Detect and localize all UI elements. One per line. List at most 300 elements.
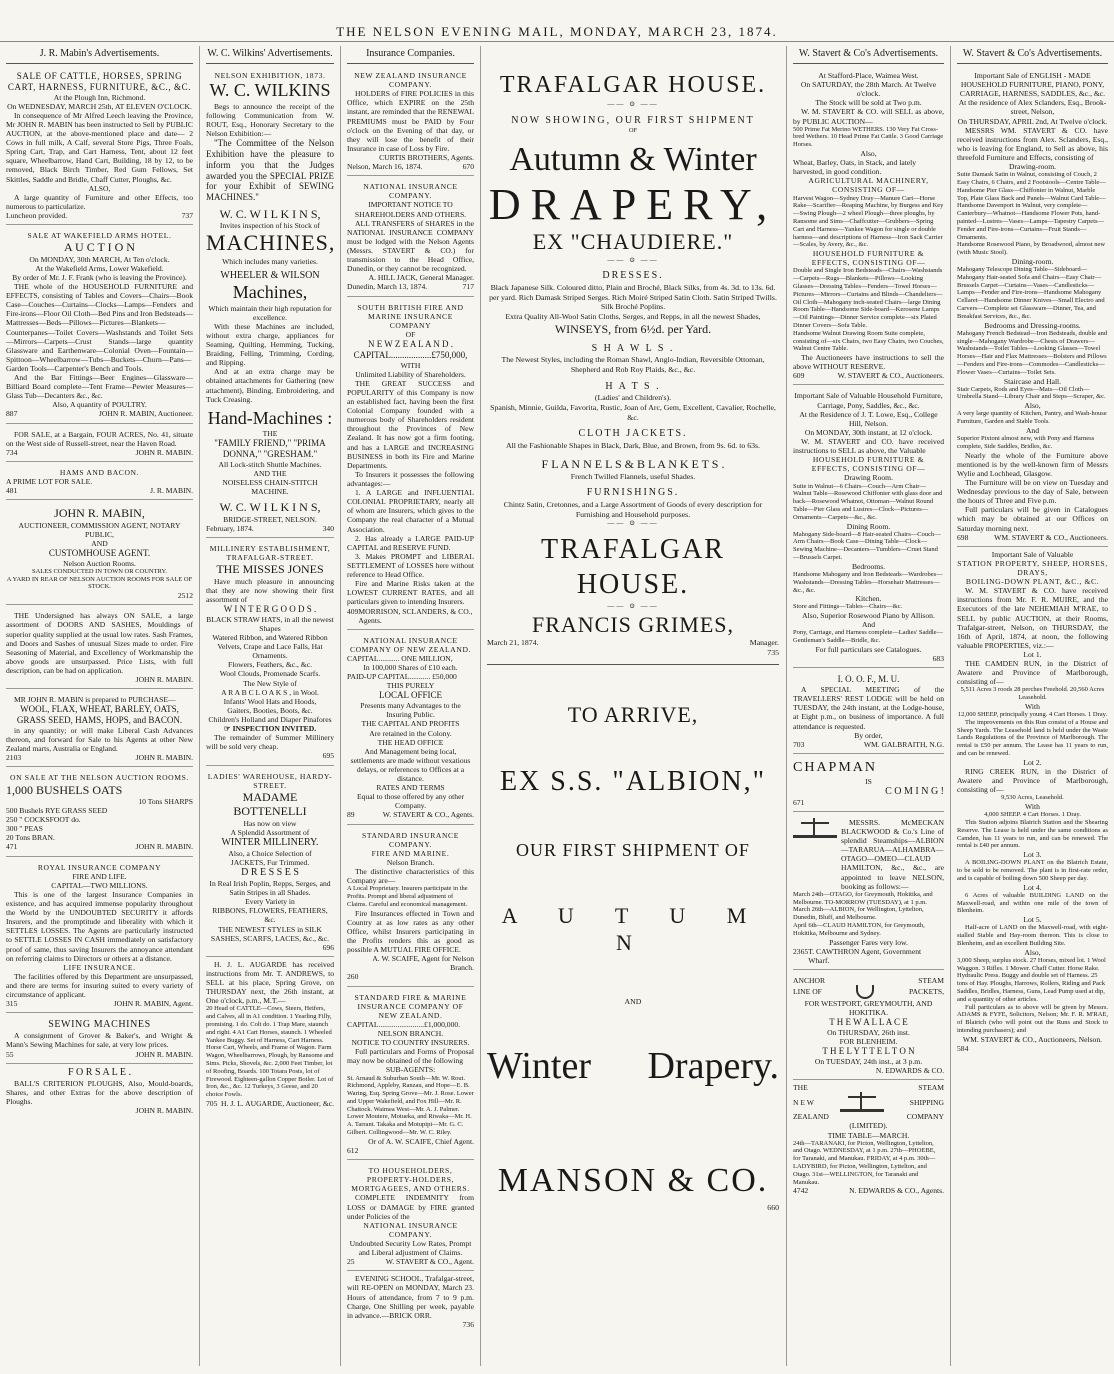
advert-line: A Splendid Assortment of <box>230 827 310 837</box>
advert-line: Wool Clouds, Promenade Scarfs. <box>219 669 321 679</box>
advert-items: Mahogany Side-board—8 Hair-seated Chairs—Couch—Arm Chairs—Book Case—Dining Table—Clock—Sewing Machine—Decanters—Tumblers—Cruet Stand—Brussels Carpet. <box>793 530 941 562</box>
advert-date: On THURSDAY, 26th inst. <box>827 1027 910 1037</box>
advert-date: On MONDAY, 30th MARCH, At Ten o'clock. <box>29 254 170 264</box>
advert-doors-sashes <box>6 608 193 689</box>
advert-ploughs <box>6 1067 193 1115</box>
advert-room: Kitchen. <box>855 594 882 604</box>
advert-body: Full particulars will be given in Catalogues which may be obtained at our Offices on Saturday morning next. <box>957 505 1108 533</box>
advert-room: Drawing Room. <box>844 473 893 483</box>
advert-body: The facilities offered by this Department are unsurpassed, and there are terms for insuring suited to every variety of circumstance of applicant. <box>6 971 193 1000</box>
advert-line: In 100,000 Shares of £10 each. <box>363 663 458 673</box>
advert-body: RING CREEK RUN, in the District of Awatere and Province of Marlborough, consisting of— <box>957 766 1108 795</box>
column-stavert-2 <box>951 46 1114 1366</box>
advert-number: 887 <box>6 409 18 419</box>
advert-section: CLOTH JACKETS. <box>578 428 688 440</box>
advert-signature: JOHN R. MABIN. <box>135 447 193 457</box>
advert-body: French Twilled Flannels, useful Shades. <box>570 471 696 481</box>
advert-line: Equal to those offered by any other Company. <box>357 792 464 811</box>
advert-signature: JOHN R. MABIN, Auctioneer. <box>98 409 193 419</box>
advert-number: 609 <box>793 371 805 381</box>
advert-line: With <box>1025 701 1040 711</box>
advert-national-insurance <box>347 633 474 825</box>
advert-line: "FAMILY FRIEND," "PRIMA DONNA," "GRESHAM." <box>214 438 326 460</box>
advert-items: 500 Prime Fat Merino WETHERS. 130 Very Fat Cross-bred Wethers. 10 Head Prime Fat Cattle. 3 Good Carriage Horses. <box>793 125 944 149</box>
advert-body: All the Fashionable Shapes in Black, Dark, Blue, and Brown, from 9s. 6d. to 63s. <box>505 440 760 450</box>
advert-ship-name: T H E W A L L A C E <box>829 1017 908 1028</box>
advert-wakefield-sale <box>6 228 193 423</box>
advert-number: 735 <box>767 648 779 658</box>
advert-line: OF <box>628 127 638 135</box>
advert-body: With these Machines are included, without extra charge, appliances for Seaming, Quilting, Hemming, Tucking, Braiding, Felling, Trimming, Cording, and Ripping. <box>206 321 334 368</box>
column-insurance <box>341 46 480 1366</box>
advert-line: In Real Irish Poplin, Repps, Serges, and Satin Stripes in all Shades. <box>209 878 331 898</box>
advert-body: ALL TRANSFERS of SHARES in the NATIONAL INSURANCE COMPANY must be lodged with the Nelson Agents (Messrs. STAVERT & CO.) for transmission to the Head Office, Dunedin, or they cannot be recognized. <box>347 218 474 274</box>
advert-body: The improvements on this Run consist of a House and Sheep Yards. The Leasehold land is held under the Waste Lands Regulations of the Province of Marlborough. The rental is £50 per annum. The Lease has 11 years to run, and can be renewed. <box>957 718 1108 758</box>
advert-number: 2365 <box>793 946 809 956</box>
advert-title: SOUTH BRITISH FIRE AND MARINE INSURANCE COMPANY <box>357 302 464 330</box>
advert-line: Are retained in the Colony. <box>369 728 452 738</box>
advert-title: SALE OF CATTLE, HORSES, SPRING CART, HARNESS, FURNITURE, &C., &C. <box>7 71 192 92</box>
advert-signature: W. STAVERT & CO., Agents. <box>382 810 474 820</box>
advert-drapery: DRAPERY, <box>488 179 778 229</box>
advert-number: 683 <box>932 654 944 664</box>
advert-body: This Station adjoins Blairich Station and the Shearing Reserve. The Lease is held under the same conditions as Camden, has 11 years to run, and can be renewed. The rental is £40 per annum. <box>957 819 1108 850</box>
advert-body: A SPECIAL MEETING of the TRAVELLERS' REST LODGE will be held on TUESDAY, the 24th instant, at the Lodge-house, at Eight p.m., on business of importance. A full attendance is requested. <box>793 685 944 731</box>
advert-body: The Furniture will be on view on Tuesday and Wednesday previous to the day of Sale, between the hours of Three and Five p.m. <box>957 477 1108 506</box>
advert-signature: JOHN R. MABIN. <box>135 675 193 685</box>
advert-line: JACKETS, Fur Trimmed. <box>230 857 310 867</box>
advert-line: A R A B C L O A K S , in Wool. <box>221 687 319 697</box>
advert-bottenelli <box>206 769 334 957</box>
advert-nz-insurance <box>347 68 474 176</box>
advert-body: A PRIME LOT FOR SALE. <box>6 477 93 487</box>
advert-line: For full particulars see Catalogues. <box>815 645 922 655</box>
ornament-rule: —— ⊙ —— <box>607 100 659 108</box>
advert-line: With <box>1025 802 1040 812</box>
advert-standard-fire-marine <box>347 990 474 1161</box>
advert-title: I. O. O. F., M. U. <box>837 674 900 685</box>
advert-number: 612 <box>347 1145 359 1155</box>
trafalgar-house-advert <box>481 46 785 1366</box>
advert-winseys: WINSEYS, from 6½d. per Yard. <box>554 321 712 336</box>
advert-body: And at an extra charge may be obtained attachments for Gathering (new attachment), Binding, Embroidering, and Tuck Creasing. <box>206 367 334 404</box>
advert-four-acres <box>6 427 193 462</box>
advert-line: SALES CONDUCTED IN TOWN OR COUNTRY. <box>31 567 168 575</box>
advert-line: 10 Tons SHARPS <box>138 796 193 806</box>
advert-line: AND <box>624 996 642 1006</box>
advert-title: ON SALE AT THE NELSON AUCTION ROOMS. <box>10 773 189 783</box>
advert-south-british <box>347 300 474 630</box>
pointing-hand-icon: ☞ <box>223 724 233 734</box>
advert-householders <box>347 1163 474 1271</box>
advert-line: PACKETS, <box>909 987 944 997</box>
advert-line: Every Variety in <box>245 897 295 907</box>
advert-line: Passenger Fares very low. <box>829 937 908 947</box>
advert-number: 89 <box>347 810 355 820</box>
ornament-rule: —— ⊙ —— <box>607 255 659 264</box>
advert-capital: CAPITAL........... ONE MILLION, <box>347 653 453 663</box>
advert-line: NATIONAL INSURANCE COMPANY. <box>363 1220 458 1239</box>
advert-title: Important Sale of ENGLISH - MADE HOUSEHOLD FURNITURE, PIANO, PONY, CARRIAGE, HARNESS, SADDLES, &c., &c. <box>959 71 1106 99</box>
advert-line: IS <box>865 776 872 786</box>
advert-oddfellows <box>793 671 944 754</box>
advert-line: Infants' Wool Hats and Hoods, <box>223 696 317 706</box>
steamship-icon <box>793 818 837 838</box>
advert-line: W I N T E R G O O D S . <box>223 604 317 614</box>
ornament-rule: —— ⊙ —— <box>607 519 659 528</box>
advert-body: Begs to announce the receipt of the following Communication from W. ROUT, Esq., Honorary Secretary to the Nelson Exhibition:— <box>206 101 334 139</box>
advert-line: 9,530 Acres, Leasehold. <box>1001 794 1064 802</box>
advert-name: W. C. WILKINS <box>209 80 331 101</box>
advert-body: MR JOHN R. MABIN is prepared to PURCHASE— <box>14 695 176 705</box>
advert-body: Fire Insurances effected in Town and Country at as low rates as any other Office, whilst Insurers participating in the Profits renders this as good as possible A MUTUAL FIRE OFFICE. <box>347 908 474 955</box>
column-stavert-1 <box>787 46 950 1366</box>
advert-line: Nelson Auction Rooms. <box>63 558 136 568</box>
advert-line: The New Style of <box>243 678 297 688</box>
advert-subtitle: LIFE INSURANCE. <box>63 962 136 972</box>
advert-line: AND THE <box>253 469 287 479</box>
advert-line: FOR WESTPORT, GREYMOUTH, AND HOKITIKA. <box>804 998 933 1018</box>
advert-line: 250 " COCKSFOOT do. <box>6 815 81 825</box>
advert-number: 340 <box>322 523 334 533</box>
advert-line: Unlimited Liability of Shareholders. <box>355 369 466 379</box>
advert-room: Dining-room. <box>1011 256 1054 266</box>
advert-signature: H. J. L. AUGARDE, Auctioneer, &c. <box>221 1098 334 1108</box>
advert-line: THE <box>262 429 278 439</box>
column-heading: W. Stavert & Co's Advertisements. <box>793 46 944 64</box>
advert-line: THIS PURELY <box>386 681 435 691</box>
advert-room: Drawing-room. <box>1008 162 1057 172</box>
advert-line: RATES AND TERMS <box>376 783 445 793</box>
advert-anchor-line <box>793 973 944 1080</box>
advert-line: Also, a Choice Selection of <box>228 848 312 858</box>
advert-lot: Lot 2. <box>1023 757 1042 767</box>
advert-ship: EX "CHAUDIERE." <box>532 229 734 255</box>
advert-line: Hand-Machines : <box>207 407 333 428</box>
advert-body: H. J. L. AUGARDE has received instructions from Mr. T. ANDREWS, to SELL at his place, Spring Grove, on THURSDAY next, the 26th instant, at One o'clock, p.m., M.T.— <box>206 959 334 1006</box>
advert-line: Machines, <box>232 281 308 302</box>
advert-body: Full particulars and Forms of Proposal may now be obtained of the following <box>347 1047 474 1066</box>
advert-signature: N. EDWARDS & CO., Agents. <box>849 1186 944 1196</box>
advert-place: At the Wakefield Arms, Lower Wakefield. <box>35 263 164 273</box>
advert-number: 660 <box>767 1202 779 1212</box>
advert-items: 24th—TARANAKI, for Picton, Wellington, Lyttelton, and Otago. WEDNESDAY, at 1 p.m. 27th—PHOEBE, for Taranaki, and Manukau. FRIDAY, at 4 p.m. 30th—LADYBIRD, for Picton, Wellington, Lyttelton, and Otago. 31st—WELLINGTON, for Taranaki and Manukau. <box>793 1139 936 1186</box>
advert-body: in any quantity; or will make Liberal Cash Advances thereon, and forward for Sale to his Agents at other New Zealand marts, Australia or England. <box>6 725 193 754</box>
advert-place: At Stafford-Place, Waimea West. <box>818 71 919 80</box>
advert-line: All Lock-stitch Shuttle Machines. <box>218 460 322 470</box>
advert-title: BOILING-DOWN PLANT, &C., &C. <box>965 577 1100 587</box>
advert-body: EVENING SCHOOL, Trafalgar-street, will RE-OPEN on MONDAY, March 23. Hours of attendance, from 7 to 9 p.m. Charge, One Shilling per week, payable in advance.—BRICK ORR. <box>347 1274 474 1320</box>
advert-line: AUCTIONEER, COMMISSION AGENT, NOTARY PUBLIC, <box>18 520 181 539</box>
advert-room: Staircase and Hall. <box>1003 376 1062 386</box>
advert-royal-insurance <box>6 860 193 1014</box>
advert-line: ZEALAND <box>793 1112 829 1122</box>
steamship-icon <box>840 1092 884 1112</box>
advert-evening-school <box>347 1274 474 1329</box>
advert-subtitle: HOUSEHOLD FURNITURE & EFFECTS, CONSISTING OF— <box>811 455 926 474</box>
advert-signature: WM. STAVERT & CO., Auctioneers, Nelson. <box>962 1034 1103 1044</box>
advert-body: Full particulars as to above will be given by Messrs. ADAMS & FYFE, Solicitors, Nelson; Mr. F. R. M'RAE, of Blairich (who will point out the Runs and Stock to intending purchasers); and <box>957 1003 1108 1034</box>
advert-title: STATION PROPERTY, SHEEP, HORSES, DRAYS, <box>957 558 1108 577</box>
advert-item: 2. Has already a LARGE PAID-UP CAPITAL and RESERVE FUND. <box>347 533 474 552</box>
advert-line: (Ladies' and Children's). <box>594 393 672 403</box>
advert-number: 703 <box>793 739 805 749</box>
advert-also: Also, <box>1024 947 1041 957</box>
advert-items: Stair Carpets, Rods and Eyes—Mats—Oil Cloth—Umbrella Stand—Library Chair and Steps—Scraper, &c. <box>957 385 1106 401</box>
advert-section: FURNISHINGS. <box>586 487 680 499</box>
advert-signature: JOHN R. MABIN. <box>135 842 193 852</box>
advert-name: MADAME BOTTENELLI <box>233 789 307 819</box>
advert-items: WOOL, FLAX, WHEAT, BARLEY, OATS, GRASS SEED, HAMS, HOPS, and BACON. <box>16 704 183 726</box>
advert-invited: INSPECTION INVITED. <box>232 724 317 734</box>
advert-line: WINTER MILLINERY. <box>221 836 319 848</box>
advert-title: Important Sale of Valuable <box>991 549 1074 559</box>
advert-cattle-sale <box>6 68 193 225</box>
advert-title: STANDARD INSURANCE COMPANY. <box>362 830 459 849</box>
advert-line: 500 Bushels RYE GRASS SEED <box>6 806 108 815</box>
column-heading: J. R. Mabin's Advertisements. <box>6 46 193 64</box>
advert-title: TRAFALGAR HOUSE. <box>541 534 725 601</box>
advert-place: At the residence of Alex Sclanders, Esq., Brook-street, Nelson, <box>958 98 1107 117</box>
advert-number: 736 <box>462 1319 474 1329</box>
anchor-icon <box>856 985 874 999</box>
advert-also: ALSO, <box>88 183 111 193</box>
advert-date: On WEDNESDAY, MARCH 25th, AT ELEVEN O'CLOCK. <box>7 101 192 111</box>
advert-line: Has now on view <box>243 818 297 828</box>
advert-ship-name: T H E L Y T T E L T O N <box>822 1046 915 1057</box>
advert-number: 25 <box>347 1257 355 1267</box>
advert-drapery: Drapery. <box>647 1044 779 1087</box>
advert-business-card <box>6 503 193 605</box>
advert-signature: JOHN R. MABIN. <box>135 1105 193 1115</box>
advert-body: MESSRS. McMECKAN BLACKWOOD & Co.'s Line of splendid Steamships—ALBION—TARARUA—ALHAMBRA—OTAGO—OMEO—CLAUD HAMILTON, &c., &c., are appointed to leave NELSON, booking as follows:— <box>841 817 944 891</box>
advert-number: 717 <box>462 282 474 292</box>
advert-number: 584 <box>957 1043 969 1053</box>
advert-signature: T. CAWTHRON Agent, Government Wharf. <box>808 946 922 965</box>
advert-autumn: A U T U M N <box>501 902 765 956</box>
advert-line: Children's Holland and Diaper Pinafores <box>208 715 332 724</box>
advert-line: Also, Superior Rosewood Piano by Allison. <box>802 611 935 621</box>
advert-line: FOR BLENHEIM. <box>839 1037 898 1047</box>
advert-line: ANCHOR <box>793 975 826 985</box>
column-heading: W. Stavert & Co's Advertisements. <box>957 46 1108 64</box>
advert-winter: Winter <box>487 1044 591 1087</box>
advert-national-notice <box>347 179 474 296</box>
advert-line: WITH <box>400 360 421 370</box>
advert-line: THE CAPITAL AND PROFITS <box>361 719 460 729</box>
advert-line: SHIPPING <box>909 1097 944 1107</box>
advert-auction: A U C T I O N <box>64 240 135 255</box>
advert-room: Bedrooms. <box>851 561 886 571</box>
advert-title: NELSON EXHIBITION, 1873. <box>214 71 326 80</box>
advert-line: LOCAL OFFICE <box>379 690 442 701</box>
advert-title: HAMS AND BACON. <box>59 467 140 477</box>
advert-line: SUB-AGENTS: <box>385 1065 436 1075</box>
advert-arrive: TO ARRIVE, <box>567 701 699 727</box>
advert-body: The Auctioneers have instructions to sell the above WITHOUT RESERVE. <box>793 353 944 372</box>
advert-number: 671 <box>793 797 805 807</box>
advert-body: THE whole of the HOUSEHOLD FURNITURE and EFFECTS, consisting of Tables and Covers—Chairs—Book Case—Couches—Curtains—Clocks—Lamps—Fenders and Fire-irons—Floor Oil Cloth—Bed Pins and Iron Bedsteads—Mattresses—Beds—Pillows—Pictures—Blankets—Counterpanes—Toilet Covers—Washstands and Toilet Sets—Mirrors—Carpets—Crust Stands—large quantity Glassware and Earthenware—Colonial Oven—Fountain—Spittoon—Wheelbarrow—Tubs—Buckets—Churn—Pans—Garden Tools—Carpenter's Bench and Tools. <box>6 281 193 373</box>
advert-wool-purchase <box>6 692 193 767</box>
advert-date: On TUESDAY, 24th inst., at 3 p.m. <box>814 1057 923 1066</box>
advert-name: THE MISSES JONES <box>216 562 324 577</box>
advert-number: 698 <box>957 532 969 542</box>
advert-line: Which includes many varieties. <box>222 256 318 266</box>
ornament-rule: —— ⊙ —— <box>607 602 659 611</box>
advert-hams <box>6 465 193 500</box>
advert-body: This is one of the largest Insurance Companies in existence, and has acquired immense popularity throughout the World by the UNDOUBTED SECURITY it affords Insurers, and the promptitude and liberality with which it SETTLES LOSSES. The Agents are particularly instructed to SETTLE LOSSES IN CASH immediately on satisfactory proof of same, thus saving Insurers the annoyance attendant on referring claims to Directors or others at a distance. <box>6 889 193 963</box>
advert-signature: JOHN R. MABIN. <box>135 1049 193 1059</box>
advert-items: Harvest Wagon—Sydney Dray—Manure Cart—Horse Rake—Scarifier—Reaping Machine, by Burgess and Key—Swing Plough—2 wheel Plough—three ploughs, by Ransome and Sims—Chaffcutter—Grubbers—Spring Cart and Harness—Yankee Wagon for single or double harness—and descriptions of Harness—Iron Sack Carrier—Scales, by Avery, &c., &c. <box>793 194 944 249</box>
advert-body: W. M. STAVERT & CO. have received instructions from Mr. F. R. MUIRE, and the Executors of the late NEHEMIAH M'RAE, to SELL by public AUCTION, at their Rooms, Trafalgar-street, Nelson, on THURSDAY, the 16th of April, 1874, at noon, the following valuable PROPERTIES, viz.:— <box>957 586 1108 650</box>
advert-body: COMPLETE INDEMNITY from LOSS or DAMAGE by FIRE granted under Policies of the <box>347 1193 474 1221</box>
advert-signature: JOHN R. MABIN, Agent. <box>113 999 193 1009</box>
advert-number: 471 <box>6 842 18 852</box>
advert-body: Spanish, Minnie, Guilda, Favorita, Rustic, Joan of Arc, Gem, Excellent, Cavalier, Rochelle, &c. <box>490 402 776 422</box>
advert-line: STEAM <box>918 1083 944 1093</box>
advert-line: Undoubted Security Low Rates, Prompt and Liberal adjustment of Claims. <box>349 1238 472 1258</box>
advert-line: 20 Tons BRAN. <box>6 833 55 843</box>
advert-title: ROYAL INSURANCE COMPANY <box>37 862 162 872</box>
advert-items: Double and Single Iron Bedsteads—Chairs—Washstands—Carpets—Rugs—Blankets—Pillows—Looking Glasses—Dressing Tables—Fenders—Towel Horses—Pictures—Mirrors—Curtains and Blinds—Chandeliers—Oil Cloth—Mahogany inch-seated Chairs—large Dining Room Table—Handsome Side-board—Kerosene Lamps—Oil Paintings—Dinner Service complete—six Plated Dinner Covers—Sofa Table. <box>793 267 943 329</box>
advert-number: 55 <box>6 1049 14 1059</box>
advert-also: Also, <box>860 149 877 159</box>
advert-signature: N. EDWARDS & CO. <box>875 1066 944 1076</box>
advert-wilkins-exhibition <box>206 68 334 538</box>
advert-signature: W. STAVERT & CO., Auctioneers. <box>837 371 944 381</box>
advert-items: Handsome Walnut Drawing Room Suite complete, consisting of—six Chairs, two Easy Chairs, two Couches, Walnut Centre Table. <box>793 329 944 353</box>
advert-capital: CAPITAL—TWO MILLIONS. <box>51 880 148 890</box>
advert-line: (LIMITED). <box>849 1121 888 1131</box>
advert-title: F O R S A L E . <box>68 1066 131 1078</box>
advert-body: A large quantity of Furniture and other Effects, too numerous to particularize. <box>6 192 193 211</box>
advert-title: LADIES' WAREHOUSE, HARDY-STREET. <box>207 771 333 790</box>
column-heading: W. C. Wilkins' Advertisements. <box>206 46 334 64</box>
advert-body: The remainder of Summer Millinery will be sold very cheap. <box>206 733 334 752</box>
advert-number: 696 <box>322 942 334 952</box>
advert-title: STANDARD FIRE & MARINE INSURANCE COMPANY OF NEW ZEALAND. <box>354 992 467 1020</box>
advert-body: THE CAMDEN RUN, in the District of Awatere and Province of Marlborough, consisting of— <box>957 659 1108 687</box>
advert-lot: Lot 3. <box>1023 850 1042 860</box>
advert-line: By order, <box>854 730 883 740</box>
advert-body: THE GREAT SUCCESS and POPULARITY of this Company is now an established fact, having been the first Colonial Company founded with a numerous body of Shareholders resident throughout the Provinces of New Zealand. It has now got a firm footing, and has a LARGE and INCREASING BUSINESS in both its Fire and Marine Departments. <box>347 378 474 470</box>
advert-line: Wheat, Barley, Oats, in Stack, and lately harvested, in good condition. <box>793 158 917 177</box>
advert-items: Handsome Mahogany and Iron Bedsteads—Wardrobes—Washstands—Dressing Tables—Horsehair Mattresses—&c., &c. <box>793 570 943 594</box>
advert-line: 12,000 SHEEP, principally young. 4 Cart Horses. 1 Dray. <box>957 711 1108 719</box>
advert-line: 300 " PEAS <box>6 824 43 834</box>
advert-line: 1,000 BUSHELS OATS <box>6 782 123 797</box>
advert-title: TO HOUSEHOLDERS, PROPERTY-HOLDERS, MORTGAGEES, AND OTHERS. <box>351 1166 470 1194</box>
advert-line: 4,000 SHEEP. 4 Cart Horses. 1 Dray. <box>984 811 1081 819</box>
advert-section: S H A W L S . <box>591 342 675 354</box>
advert-body: HOLDERS of FIRE POLICIES in this Office, which EXPIRE on the 25th instant, are reminded that the RENEWAL PREMIUMS must be PAID by Four o'clock on the Evening of that day, or they will lose the benefit of their Insurance in case of Loss by Fire. <box>347 89 474 153</box>
advert-body: Nearly the whole of the Furniture above mentioned is by the well-known firm of Messrs Wylie and Lochhead, Glasgow. <box>957 450 1108 478</box>
advert-line: CUSTOMHOUSE AGENT. <box>48 547 151 558</box>
advert-line: CHAPMAN <box>793 759 878 775</box>
advert-signature: CURTIS BROTHERS, Agents. <box>379 152 474 162</box>
advert-manager: Manager. <box>749 638 779 648</box>
advert-lunch: Luncheon provided. <box>6 211 68 221</box>
advert-body: THE Undersigned has always ON SALE, a large assortment of DOORS AND SASHES, Mouldings of superior quality supplied at the usual low rates. Sash Frames, and Doors and Sashes of unusual Sizes made to order. Fire Seasoning of Material, and Excellency of Workmanship the above goods are unsurpassed. Price Lists, with full description, can be had on application. <box>6 611 193 676</box>
advert-line: Presents many Advantages to the Insuring Public. <box>360 701 461 720</box>
advert-date: March 21, 1874. <box>487 638 539 648</box>
advert-number: 670 <box>462 162 474 172</box>
advert-items: A very large quantity of Kitchen, Pantry, and Wash-house Furniture, Garden and Stable Tools. <box>957 410 1107 426</box>
advert-body: Half-acre of LAND on the Maxwell-road, with eight-stalled Stable and Hay-room thereon. This is close to Blenheim, and an excellent Building Site. <box>957 924 1108 947</box>
advert-name: W. C. W I L K I N S, <box>219 500 321 515</box>
advert-lowe-sale <box>793 388 944 668</box>
advert-body: 6 Acres of valuable BUILDING LAND on the Maxwell-road, and within one mile of the town of Blenheim. <box>957 891 1108 915</box>
advert-augarde-sale <box>206 960 334 1108</box>
advert-title: SALE AT WAKEFIELD ARMS HOTEL. <box>27 231 172 241</box>
advert-line: Watered Ribbon, and Watered Ribbon Velvets, Crape and Lace Falls, Hat Ornaments. <box>212 633 328 661</box>
advert-also: Also, A quantity of POULTRY. <box>52 400 147 410</box>
advert-body: W. M. STAVERT & CO. will SELL as above, by PUBLIC AUCTION— <box>793 107 944 126</box>
advert-body: And the Bar Fittings—Beer Engines—Glassware—Billiard Board complete—Tent Frame—Pewter Measures—Glass Tub—Decanters &c., &c. <box>6 373 193 401</box>
advert-date: Nelson, March 16, 1874. <box>347 162 423 172</box>
advert-items: Mahogany Telescope Dining Table—Sideboard—Mahogany Hair-seated Sofa and Chairs—Easy Chair—Brussels Carpet—Curtains—Vases—Candlesticks—Lamps—Fender and Fire-irons—Handsome Mahogany Cellaret—Handsome Dinner Knives—Small Electro and Carvers—Complete set Glassware—Dinner, Tea, and Breakfast Services, &c., &c. <box>957 266 1105 320</box>
advert-misses-jones <box>206 541 334 765</box>
advert-number: 737 <box>181 211 193 221</box>
advert-title: NEW ZEALAND INSURANCE COMPANY. <box>354 71 467 90</box>
advert-body: BALL'S CRITERION PLOUGHS, Also, Mould-boards, Shares, and other Extras for the above description of Ploughs. <box>6 1078 193 1106</box>
advert-items: Store and Fittings—Tables—Chairs—&c. <box>793 603 903 611</box>
advert-quote: "The Committee of the Nelson Exhibition have the pleasure to inform you that the Judges awarded you the SPECIAL PRIZE for your Exhibit of SEWING MACHINES." <box>206 138 334 203</box>
advert-number: 734 <box>6 447 18 457</box>
advert-manson: MANSON & CO. <box>497 1162 769 1200</box>
advert-items: 3,000 Sheep, surplus stock. 27 Horses, mixed lot. 1 Wool Waggon. 3 Rifles. 1 Mower. Chaff Cutter. Horse Rake. Hydraulic Press. Buggy and double set of Harness. 25 tons of Hay. Ploughs, Harrows, Rollers, Riding and Pack Saddles, Bridles, Harness, Guns, Lead Pump used at dip, and a quantity of other articles. <box>957 956 1106 1003</box>
advert-line: NOISELESS CHAIN-STITCH MACHINE. <box>222 478 318 497</box>
advert-auction-rooms <box>6 770 193 856</box>
advert-line: Gaiters, Booties, Boots, &c. <box>227 705 313 715</box>
advert-signature: A. W. SCAIFE, Agent for Nelson Branch. <box>372 954 474 973</box>
advert-title: JOHN R. MABIN, <box>54 506 145 521</box>
advert-line: THE NEWEST STYLES in SILK SASHES, SCARFS, LACES, &c., &c. <box>210 924 330 943</box>
advert-signature: MORRISON, SCLANDERS, & CO., Agents. <box>358 606 473 625</box>
advert-items: A Local Proprietary. Insurers participate in the Profits. Prompt and liberal adjustment of Claims. Careful and economical management. <box>347 885 468 908</box>
advert-items: Pony, Carriage, and Harness complete—Ladies' Saddle—Gentleman's Saddle—Bridle, &c. <box>793 629 944 645</box>
advert-place: At the Plough Inn, Richmond. <box>53 92 146 102</box>
advert-signature: A. HILL JACK, General Manager. <box>368 273 474 283</box>
advert-title: TRAFALGAR HOUSE. <box>499 72 767 98</box>
advert-body: Chintz Satin, Cretonnes, and a Large Assortment of Goods of every description for Furnishing and Household purposes. <box>503 499 763 519</box>
advert-title: NATIONAL INSURANCE COMPANY. <box>363 182 458 201</box>
advert-line: Flowers, Feathers, &c., &c. <box>228 660 312 670</box>
advert-signature: Or of A. W. SCAIFE, Chief Agent. <box>368 1136 474 1146</box>
advert-room: Dining Room. <box>846 521 891 531</box>
advert-date: On MONDAY, 30th instant, at 12 o'clock. <box>804 427 933 437</box>
advert-address: BRIDGE-STREET, NELSON. <box>223 514 317 524</box>
advert-line: OF <box>405 329 416 339</box>
advert-signature: J. R. MABIN. <box>150 486 193 496</box>
advert-capital: CAPITAL..................£750,000, <box>353 349 468 360</box>
advert-line: Which maintain their high reputation for excellence. <box>208 303 332 322</box>
advert-lot: Lot 5. <box>1023 915 1042 925</box>
advert-subtitle: FIRE AND LIFE. <box>72 871 127 881</box>
advert-number: 315 <box>6 999 18 1009</box>
advert-section: H A T S . <box>605 380 661 392</box>
advert-number: 409 <box>347 606 359 616</box>
advert-also: Also, <box>1024 401 1041 411</box>
advert-name: W. C. W I L K I N S, <box>219 206 321 221</box>
advert-body: The Newest Styles, including the Roman Shawl, Anglo-Indian, Reversible Ottoman, Shepherd and Rob Roy Plaids, &c., &c. <box>501 355 765 374</box>
advert-item: 3. Makes PROMPT and LIBERAL SETTLEMENT of LOSSES here without reference to Head Office. <box>347 551 474 580</box>
advert-line: RIBBONS, FLOWERS, FEATHERS, &c. <box>212 906 328 925</box>
advert-body: The distinctive characteristics of this Company are— <box>347 867 474 886</box>
advert-title: MILLINERY ESTABLISHMENT, TRAFALGAR-STREET. <box>209 544 331 563</box>
advert-number: 2512 <box>177 591 193 601</box>
advert-subtitle: FIRE AND MARINE. <box>371 848 450 858</box>
